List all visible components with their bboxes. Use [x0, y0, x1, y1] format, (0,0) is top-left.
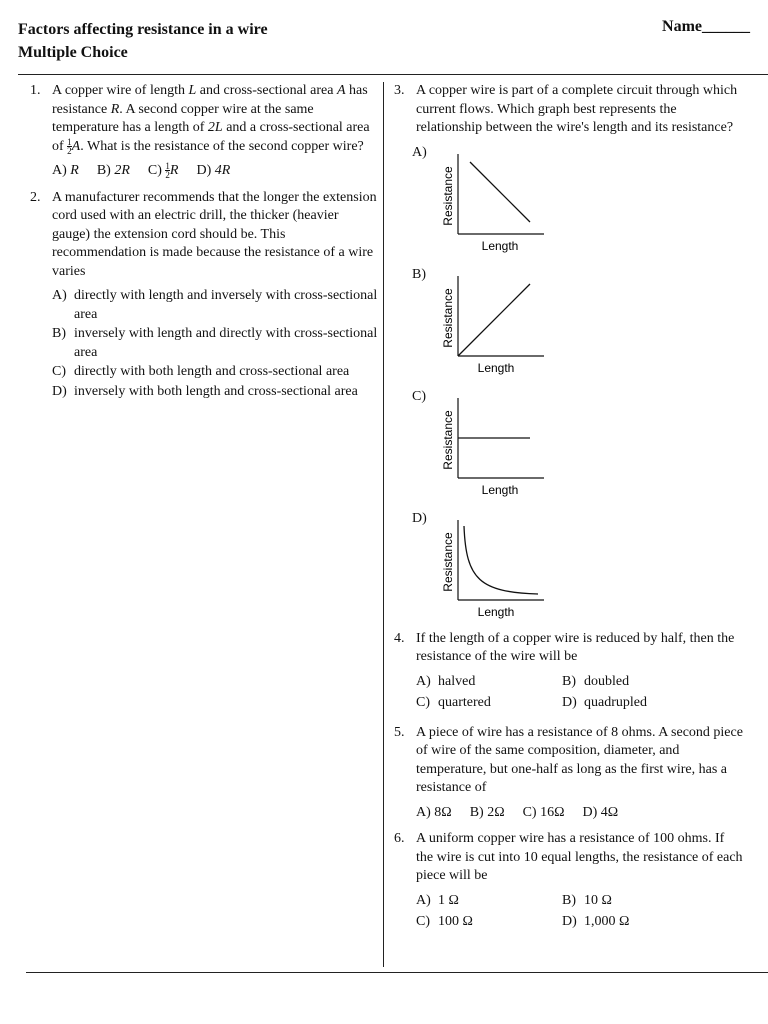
question-number: 1. [30, 83, 41, 98]
q1-options [52, 162, 380, 181]
question-5 [394, 724, 744, 798]
option-text: 1 Ω [438, 892, 459, 908]
question-1 [30, 82, 380, 156]
frac-num: 1 [165, 161, 170, 172]
option-c[interactable] [523, 804, 565, 823]
option-text: directly with both length and cross-sectional area [74, 364, 350, 379]
option-c[interactable] [52, 363, 380, 382]
footer-divider [26, 972, 768, 973]
graph-b [434, 272, 554, 382]
q1-var-l: L [188, 83, 197, 98]
option-text: inversely with length and directly with cross-sectional area [74, 326, 378, 360]
option-c[interactable] [416, 694, 562, 713]
option-value: 2R [114, 163, 130, 178]
option-letter: B) [412, 266, 426, 282]
option-text: 1,000 Ω [584, 914, 630, 929]
option-letter: B) [52, 326, 66, 341]
question-number: 5. [394, 724, 405, 740]
question-text: A uniform copper wire has a resistance of 100 ohms. If the wire is cut into 10 equal lengths, the resistance of each piece will be [416, 831, 743, 883]
question-2 [30, 189, 380, 282]
q6-options [416, 892, 744, 933]
q5-options [416, 804, 744, 823]
graph-d [434, 516, 554, 626]
title-line-2: Multiple Choice [18, 44, 128, 61]
x-axis-label: Length [481, 238, 519, 253]
q1-var-a: A [336, 83, 346, 98]
header-divider [18, 74, 768, 75]
option-letter: A) [416, 804, 431, 820]
option-c[interactable] [148, 162, 179, 181]
option-a[interactable] [416, 804, 452, 823]
q1-text-f: A [71, 138, 81, 154]
option-letter: D) [582, 804, 598, 820]
option-c[interactable] [416, 913, 562, 932]
option-text: 8Ω [434, 804, 452, 820]
question-text: If the length of a copper wire is reduced by half, then the resistance of the wire will be [416, 630, 735, 664]
option-letter: A) [52, 163, 67, 178]
option-letter: C) [416, 914, 430, 929]
option-text: quartered [438, 695, 491, 710]
column-divider [383, 82, 384, 967]
q1-len2: 2L [207, 120, 223, 135]
question-text: A copper wire is part of a complete circuit through which current flows. Which graph best represents the relationship between the wire's length and its resistance? [416, 83, 738, 135]
q1-text-g: . What is the resistance of the second copper wire? [80, 138, 364, 154]
graph-a [434, 150, 554, 260]
y-axis-label: Resistance [441, 287, 455, 348]
option-letter: A) [416, 673, 431, 689]
option-text: 10 Ω [584, 892, 612, 908]
question-4 [394, 630, 744, 667]
option-letter: B) [96, 163, 111, 178]
option-text: 16Ω [540, 804, 565, 820]
q1-var-r: R [110, 101, 120, 117]
option-value: R [70, 163, 79, 178]
option-a[interactable] [52, 162, 79, 181]
option-letter: D) [412, 510, 427, 526]
question-text: A manufacturer recommends that the longer the extension cord used with an electric drill, the thicker (heavier gauge) the extension cord should be. This recommendation is made because the resistance of a wire varies [52, 189, 377, 279]
graph-option-d[interactable] [394, 510, 744, 632]
graph-option-b[interactable] [394, 266, 744, 388]
inverse-curve [464, 526, 538, 594]
option-text: 100 Ω [438, 914, 473, 929]
question-number: 3. [394, 83, 405, 98]
option-d[interactable] [562, 694, 712, 713]
option-text: directly with length and inversely with cross-sectional area [74, 288, 378, 322]
q1-text-e: and a cross-sectional area of [52, 120, 370, 154]
name-field-label: Name______ [662, 18, 750, 35]
question-number: 4. [394, 630, 405, 646]
q1-text-a: A copper wire of length [52, 83, 189, 98]
q4-options [416, 673, 744, 714]
option-b[interactable] [97, 162, 130, 181]
decreasing-line [470, 162, 530, 222]
option-letter: B) [562, 892, 576, 908]
option-letter: B) [469, 804, 484, 820]
option-text: 2Ω [487, 804, 505, 820]
y-axis-label: Resistance [441, 409, 455, 470]
frac-den: 2 [165, 170, 170, 181]
option-text: 4Ω [600, 804, 619, 820]
option-d[interactable] [52, 383, 380, 402]
option-letter: A) [52, 288, 67, 303]
q1-text-d: . A second copper wire at the same temperature has a length of [52, 101, 314, 135]
q1-text-c: has resistance [52, 83, 368, 117]
option-text: quadrupled [584, 695, 647, 710]
question-text [52, 82, 380, 156]
option-b[interactable] [562, 673, 712, 692]
option-letter: A) [416, 892, 431, 908]
option-letter: C) [416, 695, 430, 710]
frac-num: 1 [67, 136, 72, 147]
option-d[interactable] [583, 804, 619, 823]
option-text: doubled [584, 673, 630, 689]
option-a[interactable] [52, 287, 380, 324]
option-b[interactable] [562, 892, 712, 911]
option-a[interactable] [416, 892, 562, 911]
option-letter: D) [562, 695, 577, 710]
option-letter: C) [52, 364, 66, 379]
option-b[interactable] [470, 804, 505, 823]
right-column [394, 82, 744, 943]
q2-options [52, 287, 380, 401]
x-axis-label: Length [477, 360, 515, 375]
left-column [30, 82, 380, 402]
question-text: A piece of wire has a resistance of 8 ohms. A second piece of wire of the same composition, diameter, and temperature, but one-half as long as the first wire, has a resistance of [416, 724, 743, 795]
increasing-line [458, 284, 530, 356]
option-letter: A) [412, 144, 427, 160]
option-value: 4R [214, 163, 231, 178]
x-axis-label: Length [477, 604, 515, 619]
x-axis-label: Length [481, 482, 519, 497]
option-letter: C) [522, 804, 537, 820]
option-a[interactable] [416, 673, 562, 692]
question-number: 6. [394, 831, 405, 846]
graph-option-a[interactable] [394, 144, 744, 266]
option-value: R [169, 163, 179, 178]
option-letter: D) [52, 383, 67, 399]
option-d[interactable] [562, 913, 712, 932]
frac-den: 2 [67, 145, 72, 156]
option-d[interactable] [196, 162, 230, 181]
page-title [18, 18, 268, 64]
option-letter: D) [196, 163, 212, 178]
option-letter: D) [562, 914, 577, 929]
option-text: inversely with both length and cross-sectional area [74, 383, 358, 399]
question-number: 2. [30, 189, 41, 205]
graph-c [434, 394, 554, 504]
option-text: halved [438, 673, 476, 689]
option-letter: C) [412, 388, 426, 404]
option-b[interactable] [52, 325, 380, 362]
y-axis-label: Resistance [441, 165, 455, 226]
y-axis-label: Resistance [441, 531, 455, 592]
question-6 [394, 830, 744, 886]
graph-option-c[interactable] [394, 388, 744, 510]
title-line-1: Factors affecting resistance in a wire [18, 21, 268, 38]
question-3 [394, 82, 744, 138]
option-letter: B) [562, 673, 576, 689]
q1-text-b: and cross-sectional area [196, 83, 337, 98]
option-letter: C) [147, 163, 162, 178]
